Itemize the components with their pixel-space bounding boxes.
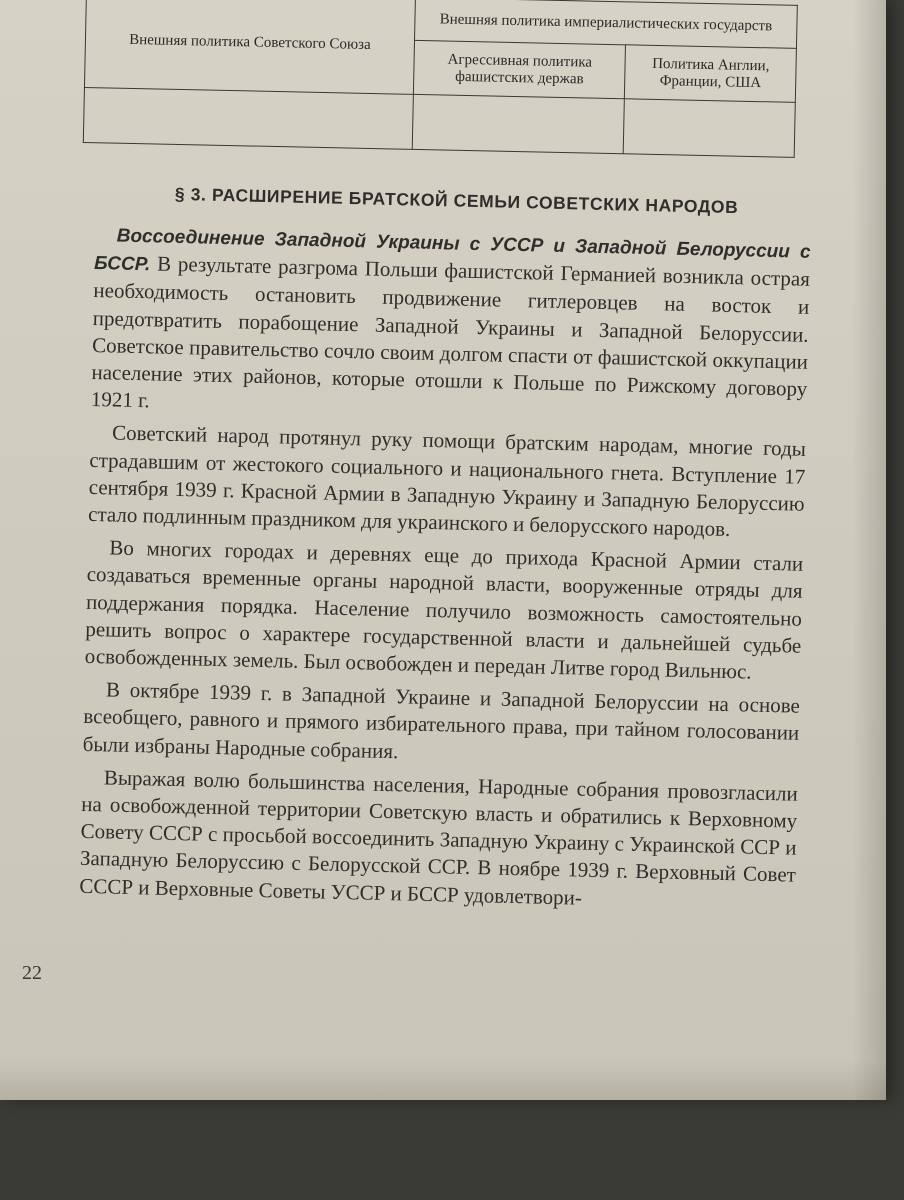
table-cell bbox=[83, 87, 413, 149]
page-bottom-shadow bbox=[0, 1060, 886, 1100]
worksheet-table bbox=[83, 0, 798, 158]
table-subheader-allied-policy: Политика Англии, Франции, США bbox=[625, 45, 797, 102]
paragraph-lead: Воссоединение Западной Украины с УССР и Западной Белоруссии с БССР. bbox=[93, 225, 811, 276]
section-title: § 3. РАСШИРЕНИЕ БРАТСКОЙ СЕМЬИ СОВЕТСКИХ НАРОДОВ bbox=[174, 183, 739, 218]
paragraph-3: Во многих городах и деревнях еще до прихода Красной Армии стали создаваться временные органы народной власти, вооруженные отряды для поддержания порядка. Население получило возможность самостоятельно решить вопрос о характере государственной власти и дальнейшей судьбе освобожденных земель. Был освобожден и передан Литве город Вильнюс. bbox=[84, 535, 804, 684]
paragraph-4: В октябре 1939 г. в Западной Украине и Западной Белоруссии на основе всеобщего, равного и прямого избирательного права, при тайном голосовании были избраны Народные собрания. bbox=[82, 677, 801, 763]
table-cell bbox=[624, 99, 796, 158]
paragraph-1 bbox=[91, 221, 811, 430]
page-number: 22 bbox=[22, 962, 42, 984]
paragraph-body: В результате разгрома Польши фашистской Германией возникла острая необходимость остановить продвижение гитлеровцев на восток и предотвратить порабощение Западной Украины и Западной Белоруссии. Советское правительство сочло своим долгом спасти от фашистской оккупации население этих районов, которые отошли к Польше по Рижскому договору 1921 г. bbox=[90, 251, 811, 413]
page-text bbox=[79, 182, 812, 923]
table-subheader-fascist-aggression: Агрессивная политика фашистских держав bbox=[413, 41, 626, 99]
paragraph-2: Советский народ протянул руку помощи братским народам, многие годы страдавшим от жестокого социального и национального гнета. Вступление 17 сентября 1939 г. Красной Армии в Западную Украину и Западную Белоруссию стало подлинным праздником для украинского и белорусского народов. bbox=[87, 420, 807, 542]
page-right-shadow bbox=[852, 0, 886, 1100]
paragraph-5: Выражая волю большинства населения, Народные собрания провозгласили на освобожденной территории Советскую власть и обратились к Верховному Совету СССР с просьбой воссоединить Западную Украину с Украинской ССР и Западную Белоруссию с Белорусской ССР. В ноябре 1939 г. Верховный Совет СССР и Верховные Советы УССР и БССР удовлетвори- bbox=[79, 765, 799, 910]
table-header-soviet-policy: Внешняя политика Советского Союза bbox=[84, 0, 415, 94]
table-header-imperialist-policy: Внешняя политика империалистических государств bbox=[415, 0, 798, 49]
table-cell bbox=[412, 94, 625, 153]
